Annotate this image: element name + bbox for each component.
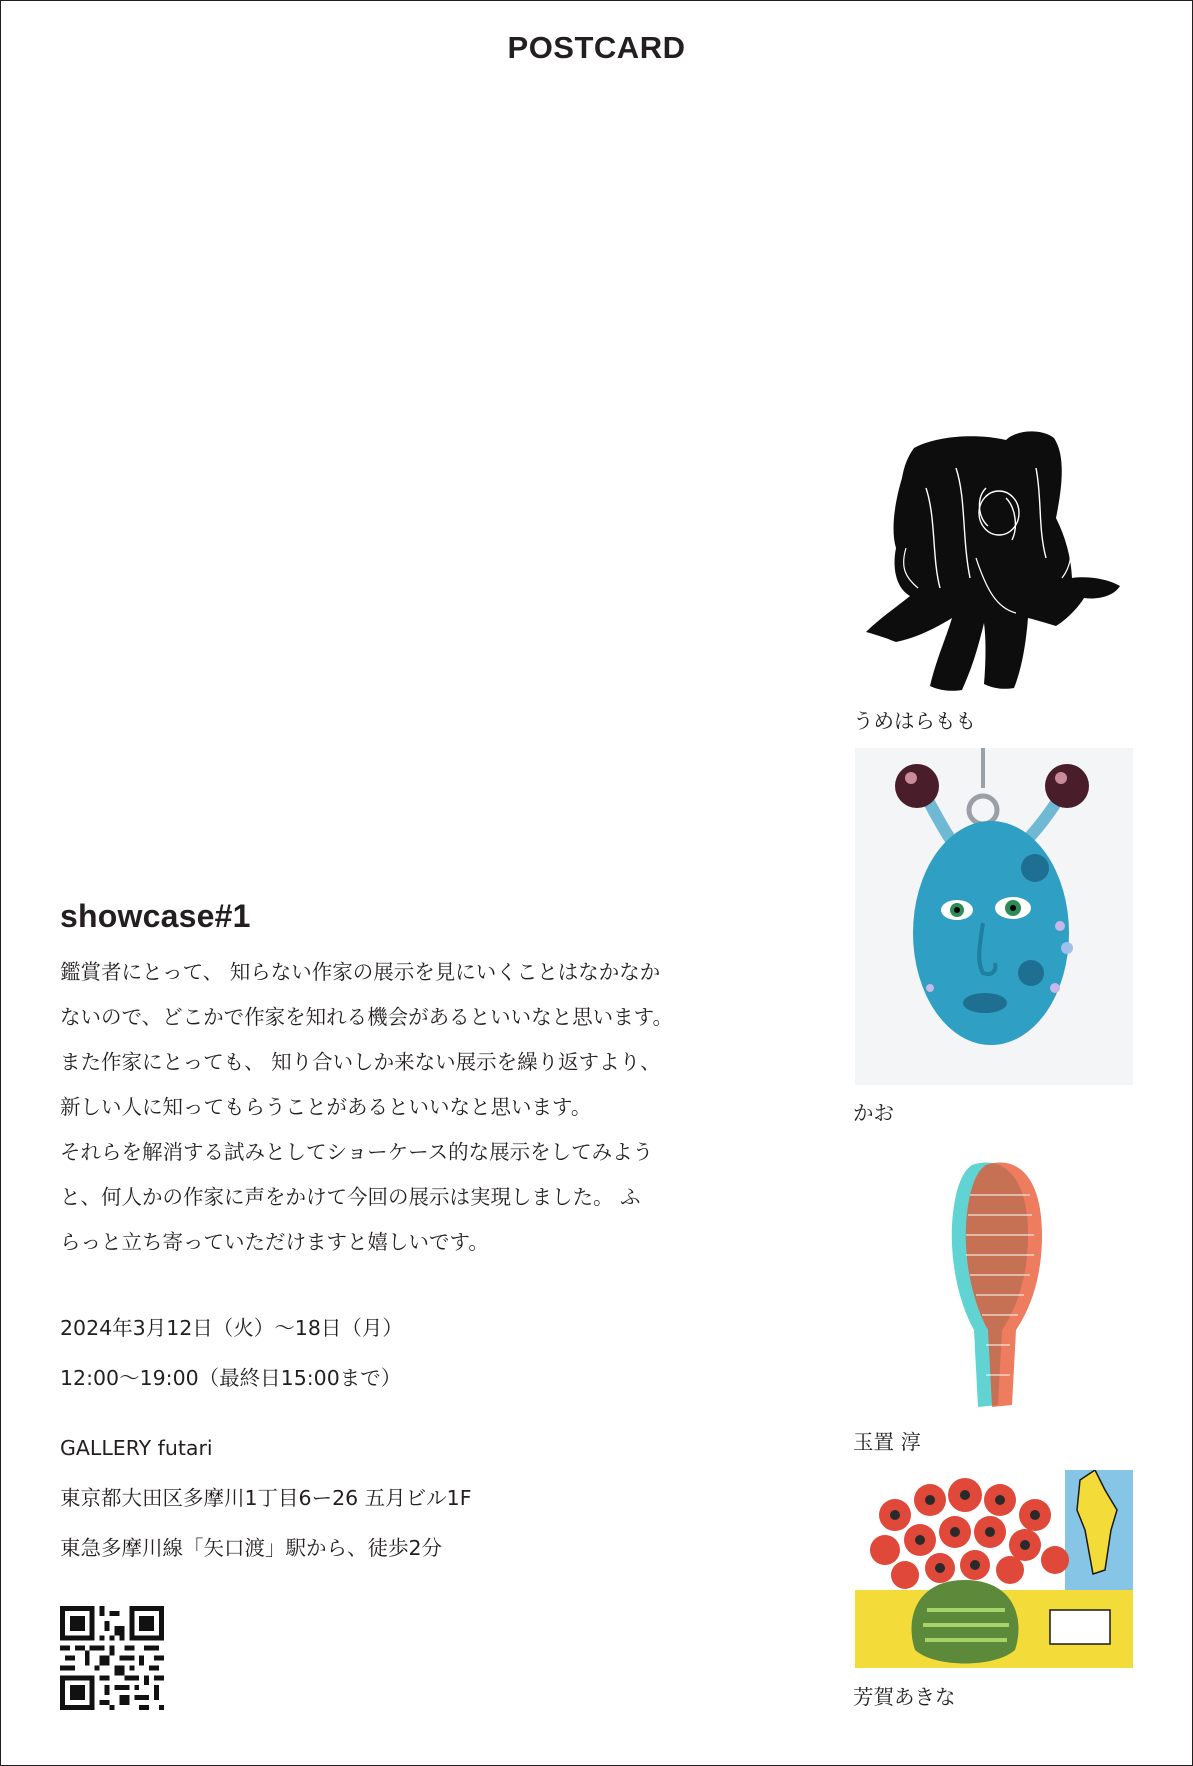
description-line: また作家にとっても、 知り合いしか来ない展示を繰り返すより、 [60, 1050, 661, 1074]
exhibition-venue [60, 1423, 472, 1573]
description-line: それらを解消する試みとしてショーケース的な展示をしてみよう [60, 1140, 654, 1164]
description-line: と、何人かの作家に声をかけて今回の展示は実現しました。 ふ [60, 1185, 641, 1209]
exhibition-dates: 2024年3月12日（火）～18日（月） [60, 1316, 403, 1340]
artwork-haga [855, 1470, 1133, 1668]
description-line: らっと立ち寄っていただけますと嬉しいです。 [60, 1230, 489, 1254]
3d-anaglyph-object-icon [952, 1163, 1042, 1407]
exhibition-hours: 12:00～19:00（最終日15:00まで） [60, 1366, 402, 1390]
venue-address: 東京都大田区多摩川1丁目6ー26 五月ビル1F [60, 1486, 472, 1510]
postcard-heading: POSTCARD [507, 30, 686, 65]
blue-face-sculpture-icon [855, 748, 1133, 1085]
artist-name-4: 芳賀あきな [853, 1685, 956, 1709]
description-line: 新しい人に知ってもらうことがあるといいなと思います。 [60, 1095, 592, 1119]
description-line: 鑑賞者にとって、 知らない作家の展示を見にいくことはなかなか [60, 960, 661, 984]
venue-name: GALLERY futari [60, 1436, 213, 1460]
artwork-kao [855, 748, 1133, 1085]
description-line: ないので、どこかで作家を知れる機会があるといいなと思います。 [60, 1005, 673, 1029]
artwork-umehara [866, 428, 1124, 693]
flower-vase-illustration-icon [855, 1470, 1133, 1668]
artist-name-1: うめはらもも [853, 709, 976, 733]
dark-silhouette-drawing-icon [866, 431, 1120, 690]
venue-access: 東急多摩川線「矢口渡」駅から、徒歩2分 [60, 1536, 443, 1560]
artist-name-3: 玉置 淳 [853, 1430, 922, 1454]
exhibition-schedule [60, 1303, 403, 1403]
artist-name-2: かお [853, 1101, 894, 1125]
exhibition-title: showcase#1 [60, 898, 251, 934]
artwork-tamaki [940, 1155, 1050, 1415]
exhibition-description [60, 950, 760, 1265]
qr-code[interactable] [60, 1606, 164, 1710]
